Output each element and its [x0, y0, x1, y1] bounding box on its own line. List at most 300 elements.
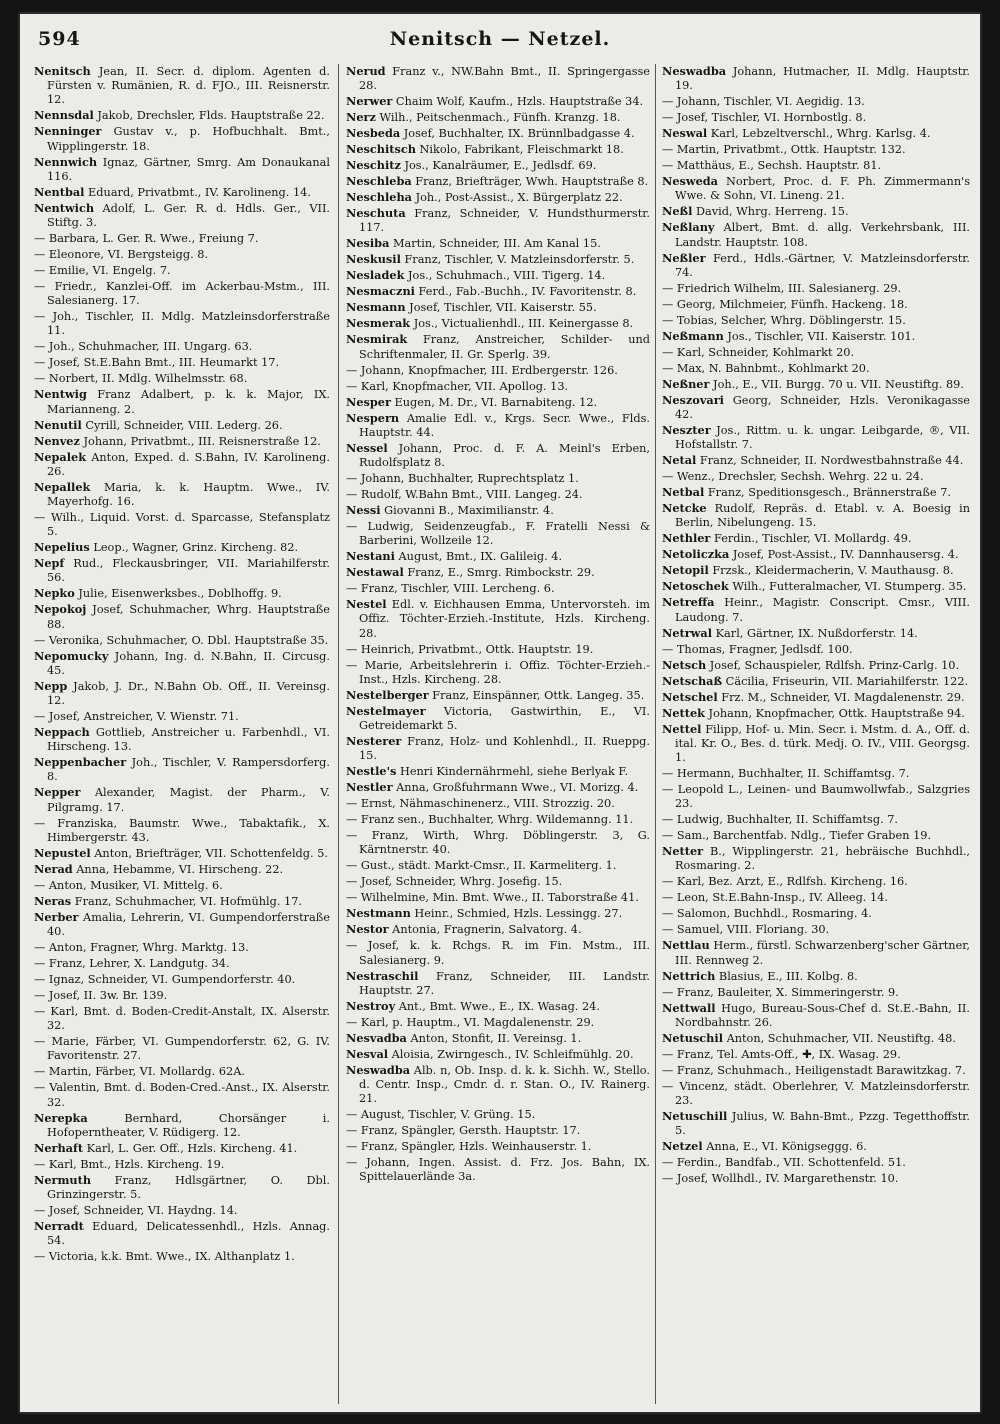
entry-surname: Neppach	[34, 725, 90, 740]
entry-surname: Nentwich	[34, 200, 95, 215]
entry-details: — Leopold L., Leinen- und Baumwollwfab., Salzgries 23.	[662, 783, 970, 811]
column-3	[662, 64, 970, 1404]
entry-details: — Tobias, Selcher, Whrg. Döblingerstr. 15.	[662, 313, 906, 327]
entry-details: Julius, W. Bahn-Bmt., Pzzg. Tegetthoffstr. 5.	[675, 1110, 970, 1138]
directory-entry	[34, 371, 330, 386]
directory-entry	[346, 1139, 650, 1154]
entry-details: Karl, Gärtner, IX. Nußdorferstr. 14.	[712, 626, 918, 640]
entry-details: — Joh., Tischler, II. Mdlg. Matzleinsdorferstraße 11.	[34, 310, 330, 338]
entry-details: August, Bmt., IX. Galileig. 4.	[394, 550, 563, 564]
directory-entry	[34, 1219, 330, 1248]
entry-surname: Nepustel	[34, 845, 91, 860]
entry-details: — Johann, Buchhalter, Ruprechtsplatz 1.	[346, 472, 579, 486]
entry-details: — Franz, Schuhmach., Heiligenstadt Barawitzkag. 7.	[662, 1063, 966, 1077]
directory-entry	[346, 734, 650, 763]
entry-surname: Nestle's	[346, 764, 397, 779]
directory-entry	[34, 725, 330, 754]
directory-entry	[346, 126, 650, 141]
entry-details: Adolf, L. Ger. R. d. Hdls. Ger., VII. Stiftg. 3.	[47, 201, 330, 230]
entry-details: Eugen, M. Dr., VI. Barnabiteng. 12.	[390, 395, 598, 409]
entry-details: — Martin, Färber, VI. Mollardg. 62A.	[34, 1065, 245, 1079]
entry-surname: Nenvez	[34, 433, 80, 448]
directory-entry	[346, 890, 650, 905]
entry-details: — Wilh., Liquid. Vorst. d. Sparcasse, Stefansplatz 5.	[34, 511, 330, 539]
entry-surname: Nepp	[34, 678, 68, 693]
entry-details: Blasius, E., III. Kolbg. 8.	[715, 969, 858, 983]
entry-details: Wilh., Futteralmacher, VI. Stumperg. 35.	[728, 580, 967, 594]
entry-details: Josef, Schauspieler, Rdlfsh. Prinz-Carlg. 10.	[706, 658, 960, 672]
entry-surname: Nesvadba	[346, 1030, 407, 1045]
entry-details: — Martin, Privatbmt., Ottk. Hauptstr. 132.	[662, 143, 906, 157]
directory-entry	[662, 126, 970, 141]
entry-details: Gustav v., p. Hofbuchhalt. Bmt., Wipplingerstr. 18.	[47, 125, 330, 153]
entry-details: Wilh., Peitschenmach., Fünfh. Kranzg. 18.	[375, 111, 621, 125]
entry-surname: Nestelberger	[346, 687, 429, 702]
directory-entry	[34, 1249, 330, 1264]
directory-entry	[346, 441, 650, 470]
directory-entry	[34, 418, 330, 433]
entry-details: Heinr., Magistr. Conscript. Cmsr., VIII. Laudong. 7.	[675, 596, 970, 624]
directory-entry	[34, 540, 330, 555]
entry-details: Herm., fürstl. Schwarzenberg'scher Gärtner, III. Rennweg 2.	[675, 939, 970, 967]
directory-page	[18, 12, 982, 1414]
entry-surname: Neswal	[662, 126, 708, 141]
directory-entry	[662, 706, 970, 721]
entry-details: Josef, Tischler, VII. Kaiserstr. 55.	[405, 301, 597, 315]
entry-surname: Nepko	[34, 586, 75, 601]
directory-entry	[34, 972, 330, 987]
directory-entry	[34, 1141, 330, 1156]
entry-details: — Josef, Schneider, Whrg. Josefig. 15.	[346, 875, 563, 889]
directory-entry	[662, 485, 970, 500]
entry-details: Frzsk., Kleidermacherin, V. Mauthausg. 8.	[708, 564, 954, 578]
entry-details: Ignaz, Gärtner, Smrg. Am Donaukanal 116.	[47, 155, 330, 183]
entry-details: Franz, Holz- und Kohlenhdl., II. Rueppg. 15.	[359, 735, 650, 763]
entry-surname: Netter	[662, 844, 704, 859]
entry-details: Franz, Speditionsgesch., Brännerstraße 7.	[704, 486, 951, 500]
entry-surname: Nestraschil	[346, 968, 419, 983]
directory-entry	[34, 247, 330, 262]
entry-details: — Karl, Bmt. d. Boden-Credit-Anstalt, IX. Alserstr. 32.	[34, 1005, 330, 1033]
entry-surname: Nettrich	[662, 968, 716, 983]
entry-surname: Nesweda	[662, 174, 719, 189]
entry-details: — Ludwig, Buchhalter, II. Schiffamtsg. 7.	[662, 813, 899, 827]
entry-details: — Franz, Wirth, Whrg. Döblingerstr. 3, G. Kärntnerstr. 40.	[346, 829, 650, 857]
directory-entry	[34, 556, 330, 585]
directory-entry	[662, 220, 970, 249]
directory-entry	[346, 332, 650, 361]
entry-surname: Nespern	[346, 410, 400, 425]
directory-entry	[662, 361, 970, 376]
entry-details: Josef, Schuhmacher, Whrg. Hauptstraße 88.	[47, 603, 330, 631]
entry-surname: Nestani	[346, 549, 395, 564]
entry-surname: Nestler	[346, 780, 393, 795]
entry-surname: Nerad	[34, 861, 73, 876]
entry-details: Josef, Post-Assist., IV. Dannhausersg. 4.	[729, 548, 959, 562]
entry-details: — Franz, Tischler, VIII. Lercheng. 6.	[346, 582, 555, 596]
entry-details: Anton, Stonfit, II. Vereinsg. 1.	[406, 1031, 582, 1045]
directory-entry	[34, 355, 330, 370]
entry-details: — Karl, p. Hauptm., VI. Magdalenenstr. 29.	[346, 1015, 595, 1029]
directory-entry	[662, 595, 970, 624]
entry-surname: Nettwall	[662, 1000, 716, 1015]
entry-details: — Heinrich, Privatbmt., Ottk. Hauptstr. 19.	[346, 642, 594, 656]
entry-surname: Nepokoj	[34, 602, 87, 617]
entry-details: — Josef, Anstreicher, V. Wienstr. 71.	[34, 710, 239, 724]
directory-entry	[662, 1047, 970, 1062]
directory-entry	[34, 940, 330, 955]
entry-surname: Nesmann	[346, 300, 406, 315]
entry-details: — Thomas, Fragner, Jedlsdf. 100.	[662, 642, 853, 656]
directory-entry	[662, 281, 970, 296]
entry-surname: Neppenbacher	[34, 755, 127, 770]
entry-surname: Netbal	[662, 485, 705, 500]
directory-entry	[346, 938, 650, 967]
entry-details: Karl, Lebzeltverschl., Whrg. Karlsg. 4.	[707, 127, 931, 141]
entry-surname: Nestmann	[346, 906, 411, 921]
entry-details: — Joh., Schuhmacher, III. Ungarg. 63.	[34, 340, 253, 354]
directory-entry	[34, 878, 330, 893]
directory-entry	[662, 94, 970, 109]
entry-surname: Nesmaczni	[346, 284, 415, 299]
entry-details: Rudolf, Repräs. d. Etabl. v. A. Boesig in Berlin, Nibelungeng. 15.	[675, 502, 970, 530]
entry-details: Josef, Buchhalter, IX. Brünnlbadgasse 4.	[400, 127, 635, 141]
entry-details: Giovanni B., Maximilianstr. 4.	[380, 504, 554, 518]
entry-details: Franz, Briefträger, Wwh. Hauptstraße 8.	[411, 175, 649, 189]
directory-entry	[34, 755, 330, 784]
entry-details: Johann, Knopfmacher, Ottk. Hauptstraße 94.	[704, 706, 965, 720]
entry-surname: Nestel	[346, 597, 387, 612]
entry-details: Alexander, Magist. der Pharm., V. Pilgramg. 17.	[47, 786, 330, 814]
directory-entry	[662, 501, 970, 530]
entry-details: — Johann, Ingen. Assist. d. Frz. Jos. Bahn, IX. Spittelauerlände 3a.	[346, 1156, 650, 1184]
directory-entry	[662, 297, 970, 312]
directory-entry	[34, 988, 330, 1003]
directory-entry	[346, 764, 650, 779]
entry-details: Filipp, Hof- u. Min. Secr. i. Mstm. d. A., Off. d. ital. Kr. O., Bes. d. türk. Medj. O. IV., VIII. Georgsg. 1.	[675, 722, 970, 765]
directory-entry	[662, 1171, 970, 1186]
entry-details: Jos., Schuhmach., VIII. Tigerg. 14.	[404, 269, 606, 283]
directory-entry	[662, 766, 970, 781]
entry-surname: Nettel	[662, 721, 702, 736]
directory-entry	[662, 1155, 970, 1170]
entry-details: Franz, Einspänner, Ottk. Langeg. 35.	[428, 688, 645, 702]
entry-surname: Nerud	[346, 64, 386, 78]
directory-entry	[346, 922, 650, 937]
directory-entry	[346, 206, 650, 235]
directory-entry	[346, 174, 650, 189]
directory-entry	[346, 642, 650, 657]
directory-entry	[34, 633, 330, 648]
entry-details: Jakob, Drechsler, Flds. Hauptstraße 22.	[93, 109, 325, 123]
directory-entry	[34, 64, 330, 108]
directory-entry	[662, 782, 970, 811]
entry-details: Amalie Edl. v., Krgs. Secr. Wwe., Flds. Hauptstr. 44.	[359, 411, 650, 439]
entry-surname: Nepper	[34, 785, 81, 800]
entry-surname: Nettlau	[662, 938, 710, 953]
entry-surname: Nerhaft	[34, 1140, 84, 1155]
directory-entry	[662, 453, 970, 468]
entry-details: Franz, Anstreicher, Schilder- und Schriftenmaler, II. Gr. Sperlg. 39.	[359, 333, 650, 361]
directory-entry	[34, 185, 330, 200]
entry-surname: Nesterer	[346, 734, 402, 749]
entry-details: Maria, k. k. Hauptm. Wwe., IV. Mayerhofg. 16.	[47, 480, 330, 509]
entry-surname: Neschuta	[346, 206, 406, 221]
entry-details: — Josef, St.E.Bahn Bmt., III. Heumarkt 17.	[34, 356, 280, 370]
directory-entry	[34, 1080, 330, 1109]
entry-surname: Nettek	[662, 705, 705, 720]
entry-details: Franz, Hdlsgärtner, O. Dbl. Grinzingerstr. 5.	[47, 1173, 330, 1202]
entry-details: — Anton, Fragner, Whrg. Marktg. 13.	[34, 941, 249, 955]
entry-details: — Johann, Knopfmacher, III. Erdbergerstr. 126.	[346, 363, 618, 377]
entry-details: — Franziska, Baumstr. Wwe., Tabaktafik., X. Himbergerstr. 43.	[34, 816, 330, 844]
directory-entry	[34, 586, 330, 601]
entry-details: Bernhard, Chorsänger i. Hofoperntheater, V. Rüdigerg. 12.	[47, 1111, 330, 1139]
entry-surname: Netopil	[662, 563, 709, 578]
directory-entry	[662, 1063, 970, 1078]
entry-surname: Nesbeda	[346, 126, 401, 141]
directory-entry	[662, 906, 970, 921]
directory-entry	[662, 1109, 970, 1138]
entry-details: — Max, N. Bahnbmt., Kohlmarkt 20.	[662, 361, 870, 375]
directory-entry	[34, 816, 330, 845]
entry-surname: Neschitz	[346, 158, 401, 173]
entry-details: — Barbara, L. Ger. R. Wwe., Freiung 7.	[34, 232, 259, 246]
directory-entry	[346, 411, 650, 440]
directory-entry	[346, 1123, 650, 1138]
entry-details: Anna, Großfuhrmann Wwe., VI. Morizg. 4.	[392, 781, 639, 795]
directory-entry	[662, 658, 970, 673]
entry-details: — Josef, Wollhdl., IV. Margarethenstr. 10.	[662, 1172, 899, 1186]
directory-entry	[662, 393, 970, 422]
directory-entry	[662, 313, 970, 328]
directory-entry	[346, 658, 650, 687]
entry-details: Ferd., Fab.-Buchh., IV. Favoritenstr. 8.	[414, 285, 637, 299]
directory-entry	[346, 780, 650, 795]
entry-surname: Nerber	[34, 909, 79, 924]
directory-entry	[346, 597, 650, 641]
directory-entry	[346, 395, 650, 410]
directory-entry	[662, 423, 970, 452]
entry-details: Albert, Bmt. d. allg. Verkehrsbank, III. Landstr. Hauptstr. 108.	[675, 221, 970, 249]
directory-entry	[34, 1173, 330, 1202]
entry-details: Norbert, Proc. d. F. Ph. Zimmermann's Wwe. & Sohn, VI. Lineng. 21.	[675, 175, 970, 203]
directory-entry	[662, 1031, 970, 1046]
directory-entry	[346, 688, 650, 703]
directory-entry	[662, 985, 970, 1000]
entry-details: — Franz, Tel. Amts-Off., ✚, IX. Wasag. 29.	[662, 1047, 901, 1061]
entry-surname: Nerepka	[34, 1110, 88, 1125]
directory-entry	[662, 547, 970, 562]
directory-entry	[346, 519, 650, 548]
column-divider	[338, 64, 339, 1404]
entry-details: Edl. v. Eichhausen Emma, Untervorsteh. im Offiz. Töchter-Erzieh.-Institute, Hzls. Kircheng. 28.	[359, 598, 650, 640]
entry-details: — Franz, Spängler, Hzls. Weinhauserstr. 1.	[346, 1140, 592, 1154]
entry-surname: Netcke	[662, 501, 707, 516]
directory-entry	[346, 94, 650, 109]
entry-details: — Franz, Spängler, Gersth. Hauptstr. 17.	[346, 1124, 581, 1138]
entry-details: — Matthäus, E., Sechsh. Hauptstr. 81.	[662, 159, 882, 173]
entry-details: — Marie, Färber, VI. Gumpendorferstr. 62, G. IV. Favoritenstr. 27.	[34, 1035, 330, 1063]
entry-details: Franz, Schneider, II. Nordwestbahnstraße 44.	[696, 454, 964, 468]
entry-surname: Neschleba	[346, 174, 412, 189]
entry-surname: Nerz	[346, 110, 376, 125]
column-2	[346, 64, 650, 1404]
directory-entry	[662, 938, 970, 967]
entry-surname: Nesval	[346, 1046, 389, 1061]
directory-entry	[34, 309, 330, 338]
page-number: 594	[38, 28, 81, 50]
directory-entry	[34, 956, 330, 971]
entry-surname: Neßl	[662, 204, 693, 219]
directory-entry	[34, 1111, 330, 1140]
directory-entry	[34, 1157, 330, 1172]
entry-surname: Nenitsch	[34, 64, 91, 78]
page-header	[18, 12, 982, 58]
column-1	[34, 64, 330, 1404]
entry-details: Johann, Proc. d. F. A. Meinl's Erben, Rudolfsplatz 8.	[359, 441, 650, 470]
entry-details: — Josef, Schneider, VI. Haydng. 14.	[34, 1204, 238, 1218]
entry-details: Joh., Post-Assist., X. Bürgerplatz 22.	[411, 191, 623, 205]
entry-surname: Nerwer	[346, 94, 393, 109]
directory-entry	[346, 471, 650, 486]
entry-details: Joh., Tischler, V. Rampersdorferg. 8.	[47, 756, 330, 784]
directory-entry	[662, 1079, 970, 1108]
directory-entry	[34, 846, 330, 861]
entry-details: — Wilhelmine, Min. Bmt. Wwe., II. Taborstraße 41.	[346, 891, 639, 905]
entry-surname: Neßlany	[662, 220, 715, 235]
entry-details: — Josef, k. k. Rchgs. R. im Fin. Mstm., III. Salesianerg. 9.	[346, 939, 650, 967]
directory-entry	[662, 922, 970, 937]
entry-details: Anna, E., VI. Königseggg. 6.	[702, 1140, 867, 1154]
entry-details: — Marie, Arbeitslehrerin i. Offiz. Töchter-Erzieh.-Inst., Hzls. Kircheng. 28.	[346, 658, 650, 686]
directory-entry	[346, 874, 650, 889]
entry-surname: Nestor	[346, 922, 389, 937]
entry-details: Joh., E., VII. Burgg. 70 u. VII. Neustiftg. 89.	[709, 377, 964, 391]
entry-surname: Nentbal	[34, 184, 85, 199]
entry-details: Johann, Ing. d. N.Bahn, II. Circusg. 45.	[47, 649, 330, 677]
entry-surname: Netschel	[662, 689, 718, 704]
directory-entry	[662, 874, 970, 889]
entry-details: — Veronika, Schuhmacher, O. Dbl. Hauptstraße 35.	[34, 633, 329, 647]
entry-details: Chaim Wolf, Kaufm., Hzls. Hauptstraße 34.	[392, 95, 644, 109]
entry-details: Franz, E., Smrg. Rimbockstr. 29.	[403, 566, 595, 580]
entry-surname: Nepelius	[34, 540, 90, 555]
directory-entry	[662, 469, 970, 484]
entry-details: — Franz, Bauleiter, X. Simmeringerstr. 9.	[662, 985, 899, 999]
entry-surname: Netzel	[662, 1139, 703, 1154]
entry-details: — Sam., Barchentfab. Ndlg., Tiefer Graben 19.	[662, 829, 932, 843]
directory-entry	[346, 969, 650, 998]
entry-details: — Emilie, VI. Engelg. 7.	[34, 264, 171, 278]
entry-details: Franz, Schneider, III. Landstr. Hauptstr. 27.	[359, 969, 650, 997]
entry-details: Jakob, J. Dr., N.Bahn Ob. Off., II. Vereinsg. 12.	[47, 679, 330, 708]
directory-entry	[346, 284, 650, 299]
directory-entry	[346, 1063, 650, 1107]
entry-surname: Nentwig	[34, 387, 87, 402]
directory-entry	[346, 565, 650, 580]
entry-details: Rud., Fleckausbringer, VII. Mariahilferstr. 56.	[47, 557, 330, 585]
entry-surname: Nessel	[346, 440, 388, 455]
directory-entry	[346, 549, 650, 564]
directory-entry	[34, 1004, 330, 1033]
entry-surname: Netreffa	[662, 595, 715, 610]
directory-entry	[346, 110, 650, 125]
entry-details: Franz, Schneider, V. Hundsthurmerstr. 117.	[359, 207, 650, 235]
entry-details: — Karl, Schneider, Kohlmarkt 20.	[662, 345, 855, 359]
entry-details: — Eleonore, VI. Bergsteigg. 8.	[34, 248, 209, 262]
directory-entry	[34, 201, 330, 230]
entry-details: Eduard, Privatbmt., IV. Karolineng. 14.	[84, 185, 311, 199]
entry-details: — Friedrich Wilhelm, III. Salesianerg. 29.	[662, 281, 902, 295]
directory-entry	[34, 450, 330, 479]
directory-entry	[34, 1203, 330, 1218]
directory-entry	[34, 862, 330, 877]
entry-details: Eduard, Delicatessenhdl., Hzls. Annag. 54.	[47, 1220, 330, 1248]
entry-details: — Ludwig, Seidenzeugfab., F. Fratelli Nessi & Barberini, Wollzeile 12.	[346, 520, 650, 548]
entry-details: Anna, Hebamme, VI. Hirscheng. 22.	[72, 862, 284, 876]
entry-details: Johann, Hutmacher, II. Mdlg. Hauptstr. 19.	[675, 65, 970, 93]
directory-entry	[34, 480, 330, 509]
entry-details: — Georg, Milchmeier, Fünfh. Hackeng. 18.	[662, 297, 908, 311]
entry-surname: Nesladek	[346, 268, 405, 283]
entry-details: Julie, Eisenwerksbes., Doblhoffg. 9.	[74, 587, 282, 601]
entry-surname: Neschleha	[346, 190, 412, 205]
entry-surname: Nethler	[662, 531, 711, 546]
entry-details: David, Whrg. Herreng. 15.	[692, 205, 849, 219]
entry-details: — Leon, St.E.Bahn-Insp., IV. Alleeg. 14.	[662, 891, 888, 905]
entry-details: — Ernst, Nähmaschinenerz., VIII. Strozzig. 20.	[346, 797, 615, 811]
directory-entry	[34, 108, 330, 123]
entry-details: Franz, Schuhmacher, VI. Hofmühlg. 17.	[71, 894, 302, 908]
entry-details: Cäcilia, Friseurin, VII. Mariahilferstr. 122.	[722, 674, 969, 688]
entry-details: Amalia, Lehrerin, VI. Gumpendorferstraße 40.	[47, 910, 330, 939]
entry-surname: Netuschill	[662, 1109, 728, 1124]
directory-entry	[346, 158, 650, 173]
directory-entry	[662, 674, 970, 689]
directory-entry	[34, 894, 330, 909]
directory-entry	[662, 158, 970, 173]
directory-entry	[346, 252, 650, 267]
directory-entry	[34, 231, 330, 246]
entry-details: Martin, Schneider, III. Am Kanal 15.	[389, 237, 601, 251]
directory-entry	[662, 579, 970, 594]
directory-entry	[662, 1001, 970, 1030]
directory-entry	[34, 124, 330, 153]
directory-entry	[662, 969, 970, 984]
entry-surname: Neszovari	[662, 392, 724, 407]
directory-entry	[346, 999, 650, 1014]
directory-entry	[662, 828, 970, 843]
directory-entry	[34, 263, 330, 278]
entry-details: — Rudolf, W.Bahn Bmt., VIII. Langeg. 24.	[346, 488, 583, 502]
directory-entry	[34, 279, 330, 308]
entry-details: Jean, II. Secr. d. diplom. Agenten d. Fürsten v. Rumänien, R. d. FJO., III. Reisnerstr. 12.	[47, 65, 330, 107]
directory-entry	[662, 204, 970, 219]
directory-entry	[346, 1015, 650, 1030]
directory-entry	[662, 142, 970, 157]
directory-entry	[662, 722, 970, 766]
entry-details: — Salomon, Buchhdl., Rosmaring. 4.	[662, 907, 872, 921]
entry-details: Anton, Briefträger, VII. Schottenfeldg. 5.	[90, 846, 328, 860]
entry-details: Anton, Exped. d. S.Bahn, IV. Karolineng. 26.	[47, 450, 330, 478]
entry-details: — Samuel, VIII. Floriang. 30.	[662, 923, 830, 937]
entry-details: — Vincenz, städt. Oberlehrer, V. Matzleinsdorferstr. 23.	[662, 1079, 970, 1108]
entry-details: — Franz sen., Buchhalter, Whrg. Wildemanng. 11.	[346, 813, 634, 827]
entry-surname: Nesiba	[346, 236, 390, 251]
directory-entry	[346, 581, 650, 596]
entry-details: — Ignaz, Schneider, VI. Gumpendorferstr. 40.	[34, 973, 296, 987]
